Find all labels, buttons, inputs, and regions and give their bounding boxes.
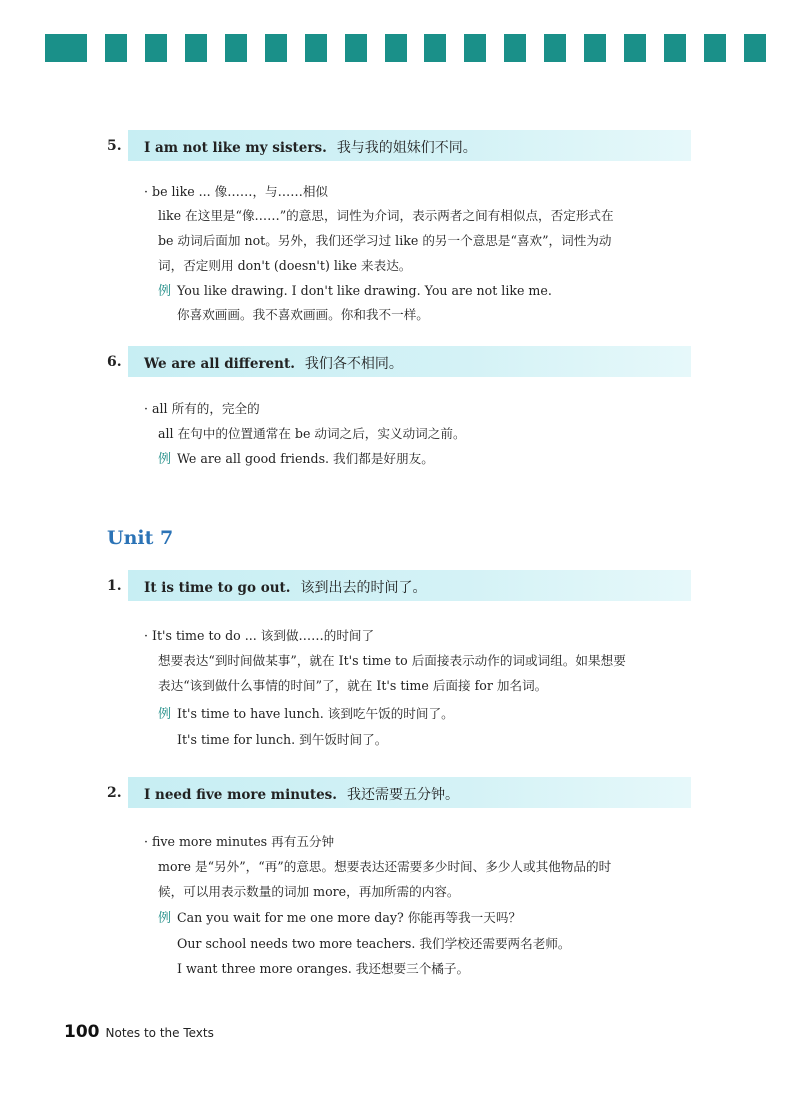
grammar-point: · be like ... 像……，与……相似	[144, 184, 329, 199]
explanation-line: 词，否定则用 don't (doesn't) like 来表达。	[158, 258, 412, 273]
header-block	[105, 34, 127, 62]
grammar-point: · all 所有的，完全的	[144, 401, 260, 416]
header-block	[45, 34, 87, 62]
key-sentence-zh: 我还需要五分钟。	[346, 787, 459, 803]
header-block	[664, 34, 686, 62]
header-block	[504, 34, 526, 62]
header-block	[225, 34, 247, 62]
explanation-line: like 在这里是“像……”的意思，词性为介词，表示两者之间有相似点，否定形式在	[158, 208, 614, 223]
explanation-line: more 是“另外”，“再”的意思。想要表达还需要多少时间、多少人或其他物品的时	[158, 859, 612, 874]
header-block	[624, 34, 646, 62]
key-sentence	[144, 577, 426, 597]
grammar-point: · five more minutes 再有五分钟	[144, 834, 335, 849]
key-sentence-zh: 我与我的姐妹们不同。	[336, 140, 477, 156]
key-sentence	[144, 353, 403, 373]
example-label: 例	[158, 452, 172, 467]
header-block	[704, 34, 726, 62]
explanation-line: 想要表达“到时间做某事”，就在 It's time to 后面接表示动作的词或词组。如果想要	[158, 653, 626, 668]
item-number: 6.	[107, 354, 122, 370]
example-line: It's time for lunch. 到午饭时间了。	[177, 732, 388, 747]
example-label: 例	[158, 707, 172, 722]
key-sentence	[144, 137, 477, 157]
unit-heading: Unit 7	[107, 527, 174, 549]
item-number: 2.	[107, 785, 122, 801]
header-block	[544, 34, 566, 62]
header-block	[744, 34, 766, 62]
decorative-header-bar	[45, 34, 766, 62]
item-number: 1.	[107, 578, 122, 594]
explanation-line: be 动词后面加 not。另外，我们还学习过 like 的另一个意思是“喜欢”，词性为动	[158, 233, 612, 248]
footer-title: Notes to the Texts	[105, 1026, 214, 1040]
example-label: 例	[158, 284, 172, 299]
header-block	[265, 34, 287, 62]
example-line: 例 Can you wait for me one more day? 你能再等我一天吗？	[158, 910, 522, 926]
example-line: I want three more oranges. 我还想要三个橘子。	[177, 961, 470, 976]
header-block	[145, 34, 167, 62]
header-block	[185, 34, 207, 62]
key-sentence-zh: 该到出去的时间了。	[300, 580, 427, 596]
header-block	[385, 34, 407, 62]
example-line: 你喜欢画画。我不喜欢画画。你和我不一样。	[177, 307, 429, 322]
explanation-line: 候，可以用表示数量的词加 more，再加所需的内容。	[158, 884, 460, 899]
explanation-line: 表达“该到做什么事情的时间”了，就在 It's time 后面接 for 加名词。	[158, 678, 548, 693]
header-block	[584, 34, 606, 62]
key-sentence-en: We are all different.	[144, 356, 295, 372]
example-line: 例 We are all good friends. 我们都是好朋友。	[158, 451, 434, 467]
item-number: 5.	[107, 138, 122, 154]
key-sentence-en: It is time to go out.	[144, 580, 291, 596]
header-block	[464, 34, 486, 62]
example-line: 例 You like drawing. I don't like drawing. You are not like me.	[158, 283, 552, 299]
explanation-line: all 在句中的位置通常在 be 动词之后，实义动词之前。	[158, 426, 466, 441]
page-footer	[64, 1022, 214, 1042]
header-block	[305, 34, 327, 62]
example-line: 例 It's time to have lunch. 该到吃午饭的时间了。	[158, 706, 454, 722]
key-sentence-zh: 我们各不相同。	[304, 356, 403, 372]
header-block	[345, 34, 367, 62]
key-sentence-en: I need five more minutes.	[144, 787, 337, 803]
header-block	[424, 34, 446, 62]
key-sentence	[144, 784, 459, 804]
page-number: 100	[64, 1022, 100, 1042]
key-sentence-en: I am not like my sisters.	[144, 140, 327, 156]
example-line: Our school needs two more teachers. 我们学校还需要两名老师。	[177, 936, 571, 951]
example-label: 例	[158, 911, 172, 926]
grammar-point: · It's time to do ... 该到做……的时间了	[144, 628, 375, 643]
